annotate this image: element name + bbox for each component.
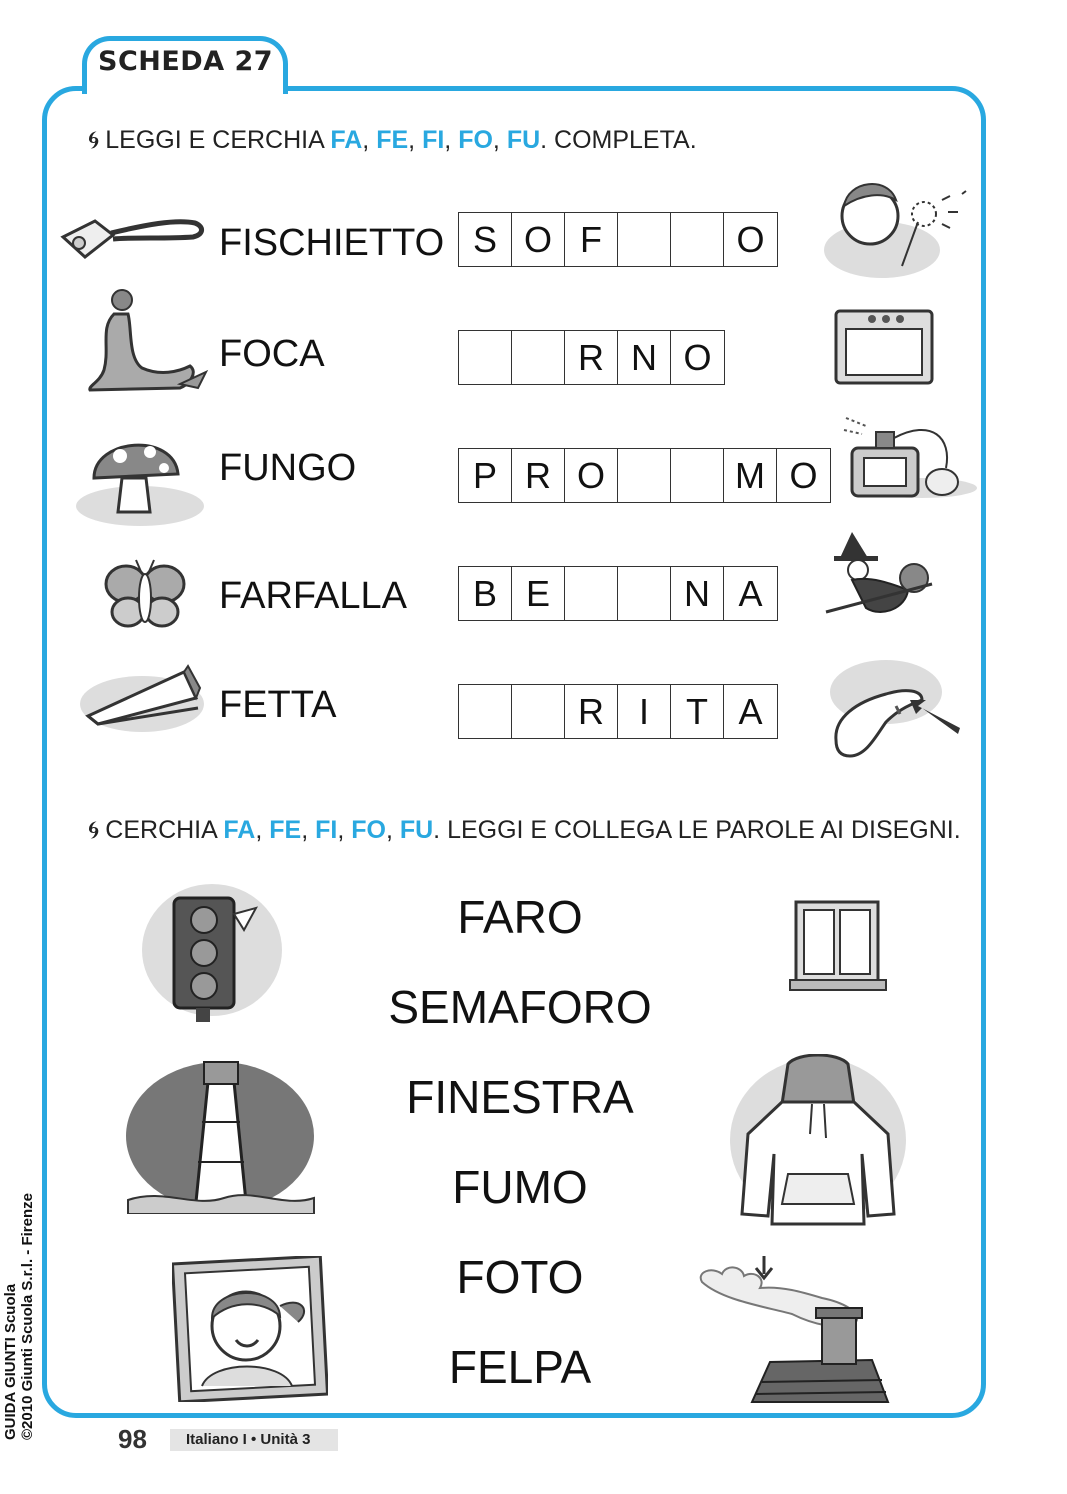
letter-cell[interactable]: O [683, 337, 712, 378]
perfume-bottle-icon [842, 408, 977, 500]
witch-on-broom-icon [822, 528, 940, 626]
letter-grid-5[interactable] [458, 684, 778, 739]
instruction-2: 🌀︎ CERCHIA FA, FE, FI, FO, FU. LEGGI E COLLEGA LE PAROLE AI DISEGNI. [88, 816, 961, 844]
letter-cell[interactable]: O [512, 213, 565, 266]
match-word-felpa[interactable]: FELPA [448, 1341, 592, 1393]
whistle-icon [55, 205, 210, 265]
letter-grid-2[interactable] [458, 330, 725, 385]
letter-cell[interactable]: N [671, 567, 724, 620]
window-icon[interactable] [786, 898, 888, 996]
letter-cell[interactable] [618, 449, 671, 502]
word-farfalla: FARFALLA [219, 575, 407, 617]
publisher-credit: GUIDA GIUNTI Scuola ©2010 Giunti Scuola S.r.l. - Firenze [2, 1193, 36, 1440]
letter-cell[interactable]: R [512, 449, 565, 502]
letter-cell[interactable]: E [512, 567, 565, 620]
oven-icon [832, 305, 937, 387]
letter-cell[interactable]: N [618, 331, 671, 384]
letter-cell[interactable]: O [789, 455, 818, 496]
letter-cell[interactable]: A [738, 573, 763, 614]
letter-cell[interactable] [459, 685, 512, 738]
mushroom-icon [74, 428, 208, 528]
letter-cell[interactable]: I [618, 685, 671, 738]
traffic-light-icon[interactable] [140, 878, 285, 1024]
boy-blowing-dandelion-icon [822, 170, 977, 280]
letter-cell[interactable]: T [671, 685, 724, 738]
word-foca: FOCA [219, 333, 325, 375]
word-fetta: FETTA [219, 684, 337, 726]
letter-cell[interactable]: O [565, 449, 618, 502]
letter-cell[interactable]: R [565, 685, 618, 738]
match-word-semaforo[interactable]: SEMAFORO [388, 981, 652, 1033]
letter-cell[interactable] [565, 567, 618, 620]
match-word-finestra[interactable]: FINESTRA [406, 1071, 634, 1123]
match-word-faro[interactable]: FARO [457, 891, 583, 943]
letter-cell[interactable] [618, 567, 671, 620]
letter-cell[interactable] [671, 213, 724, 266]
letter-cell[interactable]: S [459, 213, 512, 266]
word-fungo: FUNGO [219, 447, 357, 489]
letter-cell[interactable] [671, 449, 724, 502]
letter-cell[interactable]: F [565, 213, 618, 266]
letter-cell[interactable]: A [738, 691, 763, 732]
letter-cell[interactable]: B [459, 567, 512, 620]
letter-cell[interactable] [459, 331, 512, 384]
letter-grid-1[interactable] [458, 212, 778, 267]
word-fischietto: FISCHIETTO [219, 222, 445, 264]
letter-cell[interactable]: P [459, 449, 512, 502]
match-word-fumo[interactable]: FUMO [452, 1161, 588, 1213]
lighthouse-icon[interactable] [124, 1052, 316, 1214]
letter-cell[interactable] [512, 331, 565, 384]
letter-cell[interactable]: R [565, 331, 618, 384]
butterfly-icon [104, 556, 186, 632]
spiral-icon: 🌀︎ [88, 817, 100, 844]
cake-slice-icon [78, 658, 206, 734]
chimney-smoke-icon[interactable] [692, 1252, 892, 1404]
letter-cell[interactable] [512, 685, 565, 738]
unit-label: Italiano I • Unità 3 [170, 1429, 338, 1451]
letter-cell[interactable] [618, 213, 671, 266]
letter-cell[interactable]: M [724, 449, 777, 502]
letter-cell[interactable]: O [736, 219, 765, 260]
page-number: 98 [118, 1424, 147, 1454]
photo-girl-icon[interactable] [172, 1256, 328, 1402]
instruction-1: 🌀︎ LEGGI E CERCHIA FA, FE, FI, FO, FU. COMPLETA. [88, 126, 697, 154]
hoodie-icon[interactable] [728, 1054, 908, 1232]
seal-icon [80, 288, 210, 396]
match-word-foto[interactable]: FOTO [456, 1251, 584, 1303]
letter-grid-4[interactable] [458, 566, 778, 621]
wounded-hand-icon [826, 656, 964, 762]
spiral-icon: 🌀︎ [88, 127, 100, 154]
letter-grid-3[interactable] [458, 448, 831, 503]
worksheet-title: SCHEDA 27 [98, 46, 274, 77]
